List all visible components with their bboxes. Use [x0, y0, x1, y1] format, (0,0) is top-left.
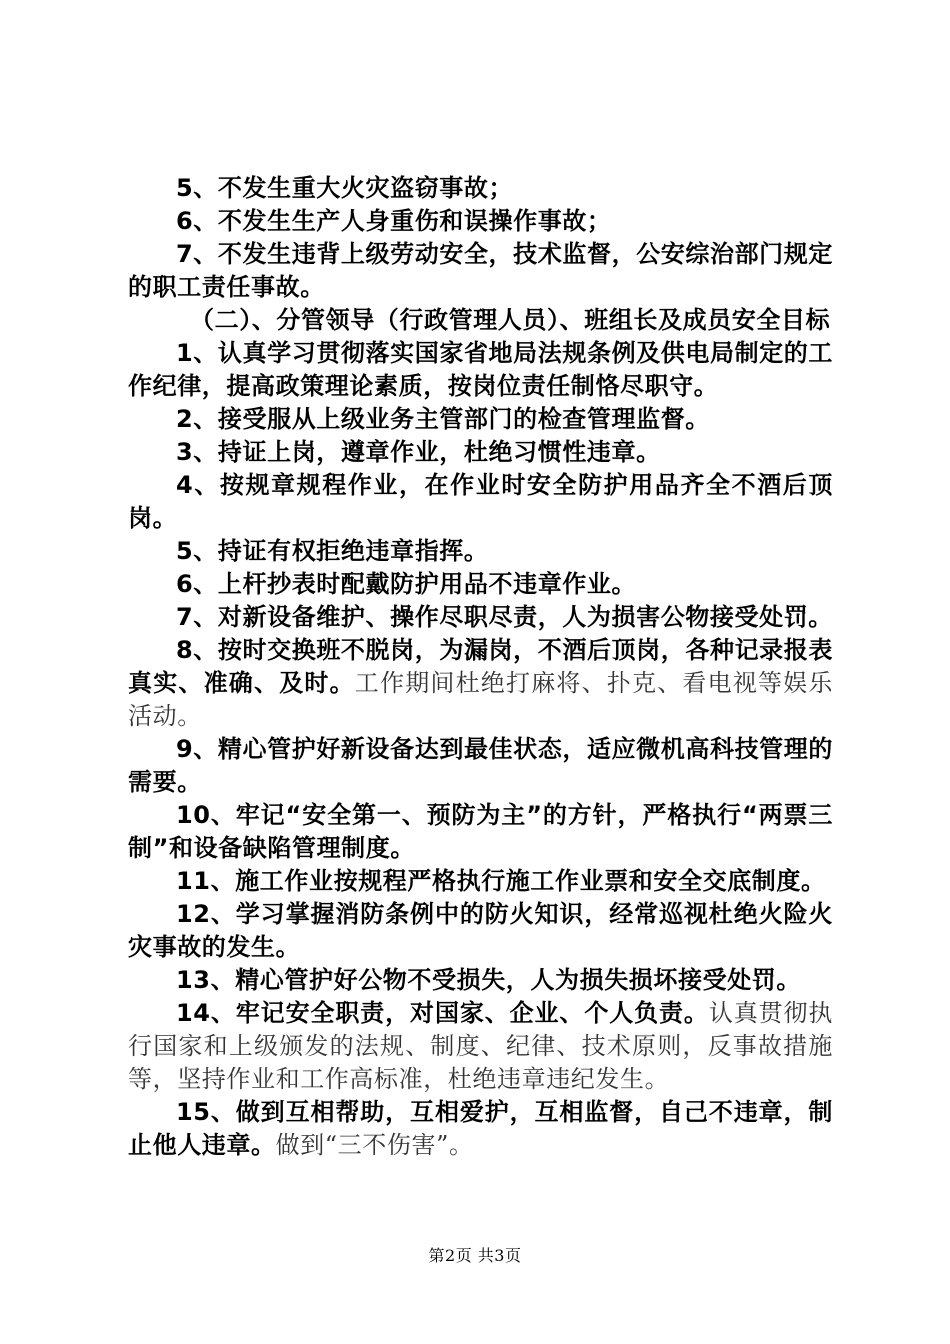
- paragraph-goal-7: 7、不发生违背上级劳动安全，技术监督，公安综治部门规定的职工责任事故。: [128, 240, 833, 301]
- paragraph-item-2: 2、接受服从上级业务主管部门的检查管理监督。: [176, 405, 710, 433]
- paragraph-item-8-note: 工作期间杜绝打麻将、扑克、看电视等娱乐活动。: [128, 669, 833, 730]
- document-body: [128, 172, 833, 1162]
- paragraph-item-10: 10、牢记“安全第一、预防为主”的方针，严格执行“两票三制”和设备缺陷管理制度。: [128, 801, 833, 862]
- paragraph-item-13: 13、精心管护好公物不受损失，人为损失损坏接受处罚。: [176, 966, 801, 994]
- paragraph-item-5: 5、持证有权拒绝违章指挥。: [176, 537, 489, 565]
- section-heading-2: （二）、分管领导（行政管理人员）、班组长及成员安全目标: [190, 306, 831, 334]
- paragraph-item-14: 14、牢记安全职责，对国家、企业、个人负责。认真贯彻执行国家和上级颁发的法规、制度、纪律、技术原则，反事故措施等，坚持作业和工作高标准，杜绝违章违纪发生。: [128, 999, 833, 1093]
- paragraph-item-3: 3、持证上岗，遵章作业，杜绝习惯性违章。: [176, 438, 661, 466]
- paragraph-item-1: 1、认真学习贯彻落实国家省地局法规条例及供电局制定的工作纪律，提高政策理论素质，按岗位责任制恪尽职守。: [128, 339, 833, 400]
- paragraph-item-11: 11、施工作业按规程严格执行施工作业票和安全交底制度。: [176, 867, 826, 895]
- paragraph-item-15: 15、做到互相帮助，互相爱护，互相监督，自己不违章，制止他人违章。做到“三不伤害”。: [128, 1098, 833, 1159]
- paragraph-goal-6: 6、不发生生产人身重伤和误操作事故；: [176, 207, 612, 235]
- paragraph-item-8: 8、按时交换班不脱岗，为漏岗，不酒后顶岗，各种记录报表真实、准确、及时。工作期间杜绝打麻将、扑克、看电视等娱乐活动。: [128, 636, 833, 730]
- paragraph-goal-5: 5、不发生重大火灾盗窃事故；: [176, 174, 514, 202]
- paragraph-item-7: 7、对新设备维护、操作尽职尽责，人为损害公物接受处罚。: [176, 603, 833, 631]
- paragraph-item-6: 6、上杆抄表时配戴防护用品不违章作业。: [176, 570, 637, 598]
- paragraph-item-4: 4、按规章规程作业，在作业时安全防护用品齐全不酒后顶岗。: [128, 471, 833, 532]
- paragraph-item-12: 12、学习掌握消防条例中的防火知识，经常巡视杜绝火险火灾事故的发生。: [128, 900, 833, 961]
- page-number-footer: 第2页 共3页: [428, 1246, 522, 1265]
- paragraph-item-14-note: 认真贯彻执行国家和上级颁发的法规、制度、纪律、技术原则，反事故措施等，坚持作业和工作高标准，杜绝违章违纪发生。: [128, 999, 833, 1093]
- paragraph-item-9: 9、精心管护好新设备达到最佳状态，适应微机高科技管理的需要。: [128, 735, 833, 796]
- paragraph-item-15-note: 做到“三不伤害”。: [275, 1131, 474, 1159]
